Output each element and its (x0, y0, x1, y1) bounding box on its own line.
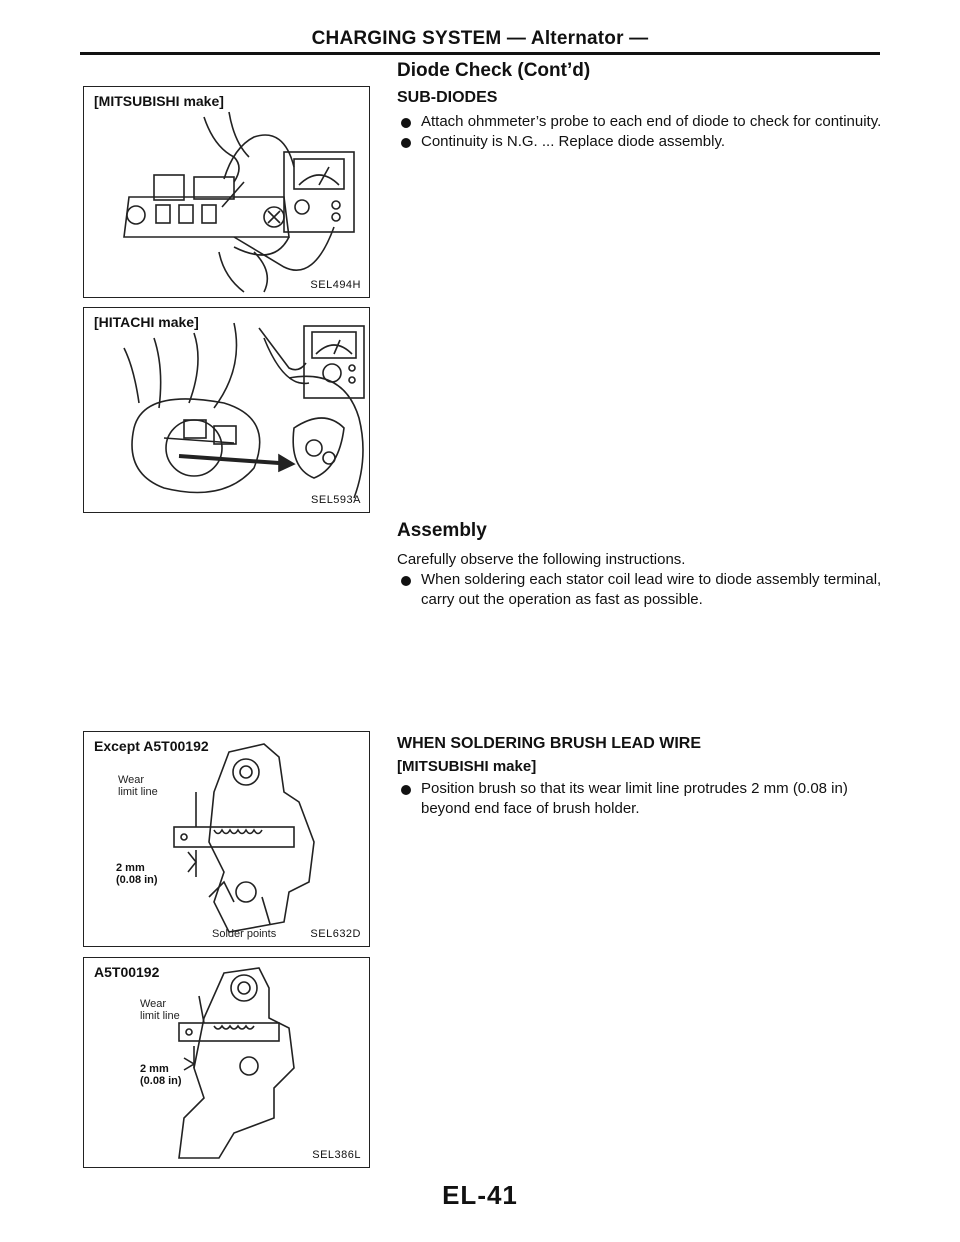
bullet-icon (401, 138, 411, 148)
figure-brush-a5t00192 (83, 957, 370, 1168)
figure-caption: Except A5T00192 (94, 738, 209, 754)
page-header: CHARGING SYSTEM — Alternator — (311, 28, 649, 49)
figure-caption: A5T00192 (94, 964, 160, 980)
dimension-label: 2 mm (0.08 in) (140, 1063, 182, 1087)
wear-limit-label: Wear limit line (140, 998, 180, 1022)
assembly-section (397, 520, 887, 610)
dimension-label: 2 mm (0.08 in) (116, 862, 158, 886)
brush-holder-illustration (84, 732, 371, 948)
figure-code: SEL386L (312, 1149, 361, 1161)
diode-check-section (397, 60, 887, 152)
figure-code: SEL593A (311, 494, 361, 506)
section-title: Diode Check (Cont’d) (397, 60, 591, 81)
list-item-text: Continuity is N.G. ... Replace diode assembly. (421, 133, 726, 150)
section-title: WHEN SOLDERING BRUSH LEAD WIRE (397, 735, 701, 752)
section-intro: Carefully observe the following instructions. (397, 551, 686, 568)
list-item (397, 112, 887, 132)
list-item (397, 570, 887, 610)
mitsubishi-diode-illustration (84, 87, 371, 299)
make-label: [MITSUBISHI make] (397, 758, 537, 775)
figure-mitsubishi-diode (83, 86, 370, 298)
wear-limit-label: Wear limit line (118, 774, 158, 798)
header-rule (80, 52, 880, 55)
figure-hitachi-diode (83, 307, 370, 513)
list-item (397, 132, 887, 152)
brush-lead-section (397, 735, 887, 819)
list-item-text: Position brush so that its wear limit line protrudes 2 mm (0.08 in) beyond end face of brush holder. (421, 780, 848, 817)
figure-caption: [HITACHI make] (94, 314, 199, 330)
bullet-icon (401, 785, 411, 795)
bullet-icon (401, 576, 411, 586)
hitachi-diode-illustration (84, 308, 371, 514)
sub-heading: SUB-DIODES (397, 89, 498, 106)
list-item-text: When soldering each stator coil lead wire to diode assembly terminal, carry out the operation as fast as possible. (421, 571, 882, 608)
figure-code: SEL494H (310, 279, 361, 291)
bullet-icon (401, 118, 411, 128)
figure-caption: [MITSUBISHI make] (94, 93, 224, 109)
page-number: EL-41 (442, 1180, 518, 1210)
figure-brush-except-a5t00192 (83, 731, 370, 947)
brush-holder-a5t00192-illustration (84, 958, 371, 1169)
section-title: Assembly (397, 520, 487, 541)
figure-code: SEL632D (310, 928, 361, 940)
solder-points-label: Solder points (212, 928, 277, 940)
list-item (397, 779, 887, 819)
list-item-text: Attach ohmmeter’s probe to each end of diode to check for continuity. (421, 113, 882, 130)
